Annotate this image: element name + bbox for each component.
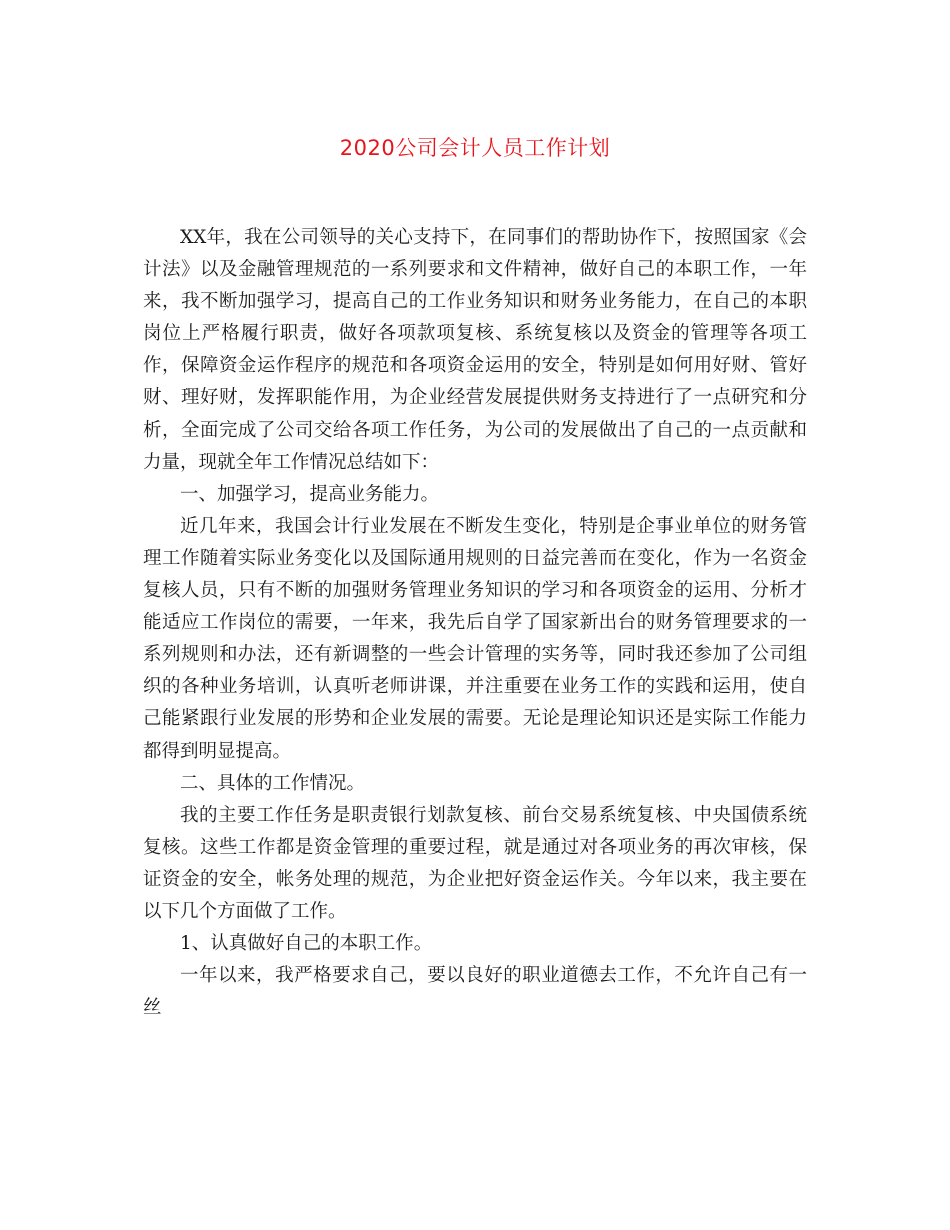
paragraph-learning: 近几年来，我国会计行业发展在不断发生变化，特别是企事业单位的财务管理工作随着实际业务变化以及国际通用规则的日益完善而在变化，作为一名资金复核人员，只有不断的加强财务管理业务知识的学习和各项资金的运用、分析才能适应工作岗位的需要，一年来，我先后自学了国家新出台的财务管理要求的一系列规则和办法，还有新调整的一些会计管理的实务等，同时我还参加了公司组织的各种业务培训，认真听老师讲课，并注重要在业务工作的实践和运用，使自己能紧跟行业发展的形势和企业发展的需要。无论是理论知识还是实际工作能力都得到明显提高。: [143, 515, 807, 762]
subsection-heading-1: 1、认真做好自己的本职工作。: [180, 933, 433, 955]
paragraph-intro: XX年，我在公司领导的关心支持下，在同事们的帮助协作下，按照国家《会计法》以及金融管理规范的一系列要求和文件精神，做好自己的本职工作，一年来，我不断加强学习，提高自己的工作业务知识和财务业务能力，在自己的本职岗位上严格履行职责，做好各项款项复核、系统复核以及资金的管理等各项工作，保障资金运作程序的规范和各项资金运用的安全，特别是如何用好财、管好财、理好财，发挥职能作用，为企业经营发展提供财务支持进行了一点研究和分析，全面完成了公司交给各项工作任务，为公司的发展做出了自己的一点贡献和力量，现就全年工作情况总结如下：: [143, 227, 807, 473]
paragraph-duty: 一年以来，我严格要求自己，要以良好的职业道德去工作，不允许自己有一丝: [143, 965, 807, 1019]
section-heading-1: 一、加强学习，提高业务能力。: [180, 483, 440, 505]
document-body: [143, 222, 807, 1024]
document-title: 2020公司会计人员工作计划: [339, 136, 611, 160]
paragraph-main-tasks: 我的主要工作任务是职责银行划款复核、前台交易系统复核、中央国债系统复核。这些工作都是资金管理的重要过程，就是通过对各项业务的再次审核，保证资金的安全，帐务处理的规范，为企业把好资金运作关。今年以来，我主要在以下几个方面做了工作。: [143, 804, 807, 922]
section-heading-2: 二、具体的工作情况。: [180, 772, 366, 794]
